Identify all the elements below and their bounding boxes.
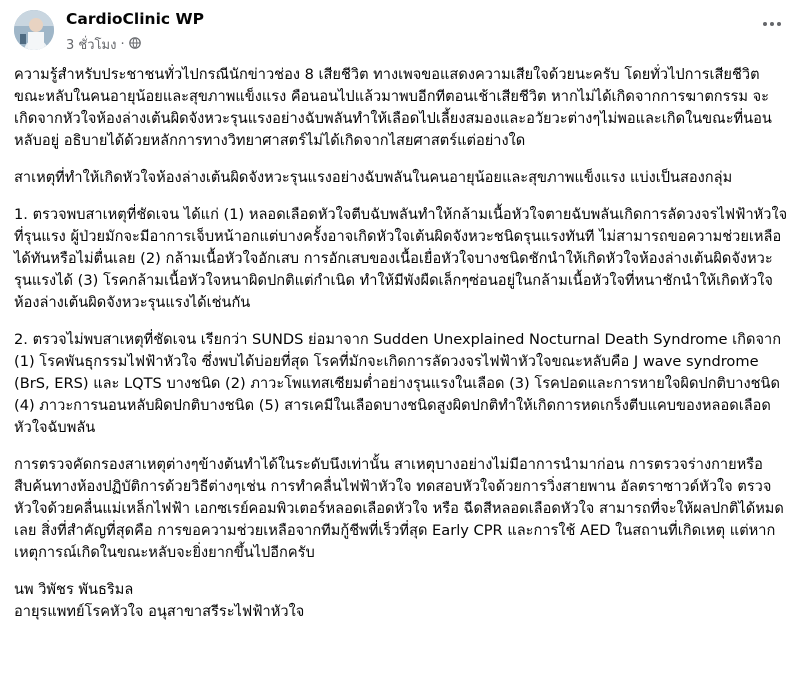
post-body	[14, 64, 790, 623]
post-paragraph: 1. ตรวจพบสาเหตุที่ชัดเจน ได้แก่ (1) หลอดเลือดหัวใจตีบฉับพลันทำให้กล้ามเนื้อหัวใจตายฉับพลันเกิดการลัดวงจรไฟฟ้าหัวใจที่รุนแรง ผู้ป่วยมักจะมีอาการเจ็บหน้าอกแต่บางครั้งอาจเกิดหัวใจเต้นผิดจังหวะชนิดรุนแรงทันที ไม่สามารถขอความช่วยเหลือได้ทันหรือไม่ตื่นเลย (2) กล้ามเนื้อหัวใจอักเสบ การอักเสบของเนื้อเยื่อหัวใจบางชนิดชักนำให้เกิดหัวใจห้องล่างเต้นผิดจังหวะรุนแรงได้ (3) โรคกล้ามเนื้อหัวใจหนาผิดปกติแต่กำเนิด ทำให้มีพังผืดเล็กๆซ่อนอยู่ในกล้ามเนื้อหัวใจที่หนาชักนำให้เกิดหัวใจห้องล่างเต้นผิดจังหวะรุนแรงได้เช่นกัน	[14, 206, 788, 311]
post-paragraph: การตรวจคัดกรองสาเหตุต่างๆข้างต้นทำได้ในระดับนึงเท่านั้น สาเหตุบางอย่างไม่มีอาการนำมาก่อน การตรวจร่างกายหรือสืบค้นทางห้องปฏิบัติการด้วยวิธีต่างๆเช่น การทำคลื่นไฟฟ้าหัวใจ ทดสอบหัวใจด้วยการวิ่งสายพาน อัลตราซาวด์หัวใจ ตรวจหัวใจด้วยคลื่นแม่เหล็กไฟฟ้า เอกซเรย์คอมพิวเตอร์หลอดเลือดหัวใจ หรือ ฉีดสีหลอดเลือดหัวใจ สามารถที่จะให้ผลปกติได้หมดเลย สิ่งที่สำคัญที่สุดคือ การขอความช่วยเหลือจากทีมกู้ชีพที่เร็วที่สุด Early CPR และการใช้ AED ในสถานที่เกิดเหตุ แต่หากเหตุการณ์เกิดในขณะหลับจะยิ่งยากขึ้นไปอีกครับ	[14, 456, 784, 561]
signature-block	[14, 579, 790, 623]
more-options-icon[interactable]	[758, 14, 786, 34]
post-paragraph: ความรู้สำหรับประชาชนทั่วไปกรณีนักข่าวช่อง 8 เสียชีวิต ทางเพจขอแสดงความเสียใจด้วยนะครับ โดยทั่วไปการเสียชีวิตขณะหลับในคนอายุน้อยและสุขภาพแข็งแรง คือนอนไปแล้วมาพบอีกทีตอนเช้าเสียชีวิต หากไม่ได้เกิดจากการฆาตกรรม จะเกิดจากหัวใจห้องล่างเต้นผิดจังหวะรุนแรงอย่างฉับพลันทำให้เลือดไปเลี้ยงสมองและอวัยวะต่างๆไม่พอและเกิดในขณะที่นอนหลับอยู่ อธิบายได้ด้วยหลักการทางวิทยาศาสตร์ไม่ได้เกิดจากไสยศาสตร์แต่อย่างใด	[14, 66, 772, 149]
avatar[interactable]	[14, 10, 54, 50]
meta-separator: ·	[120, 37, 125, 52]
avatar-photo	[14, 10, 54, 50]
post-header	[14, 6, 786, 60]
post-timestamp[interactable]: 3 ชั่วโมง	[66, 38, 117, 53]
signature-name: นพ วิพัชร พันธริมล	[14, 581, 134, 598]
globe-icon	[129, 37, 141, 53]
page-name[interactable]: CardioClinic WP	[66, 10, 204, 28]
post-paragraph: 2. ตรวจไม่พบสาเหตุที่ชัดเจน เรียกว่า SUNDS ย่อมาจาก Sudden Unexplained Nocturnal Death Syndrome เกิดจาก (1) โรคพันธุกรรมไฟฟ้าหัวใจ ซึ่งพบได้บ่อยที่สุด โรคที่มักจะเกิดการลัดวงจรไฟฟ้าหัวใจขณะหลับคือ J wave syndrome (BrS, ERS) และ LQTS บางชนิด (2) ภาวะโพแทสเซียมต่ำอย่างรุนแรงในเลือด (3) โรคปอดและการหายใจผิดปกติบางชนิด (4) ภาวะการนอนหลับผิดปกติบางชนิด (5) สารเคมีในเลือดบางชนิดสูงผิดปกติทำให้เกิดการหดเกร็งตีบแคบของหลอดเลือดหัวใจฉับพลัน	[14, 331, 782, 436]
post-meta	[66, 34, 141, 55]
post-paragraph: สาเหตุที่ทำให้เกิดหัวใจห้องล่างเต้นผิดจังหวะรุนแรงอย่างฉับพลันในคนอายุน้อยและสุขภาพแข็งแรง แบ่งเป็นสองกลุ่ม	[14, 169, 733, 186]
signature-title: อายุรแพทย์โรคหัวใจ อนุสาขาสรีระไฟฟ้าหัวใจ	[14, 603, 305, 620]
